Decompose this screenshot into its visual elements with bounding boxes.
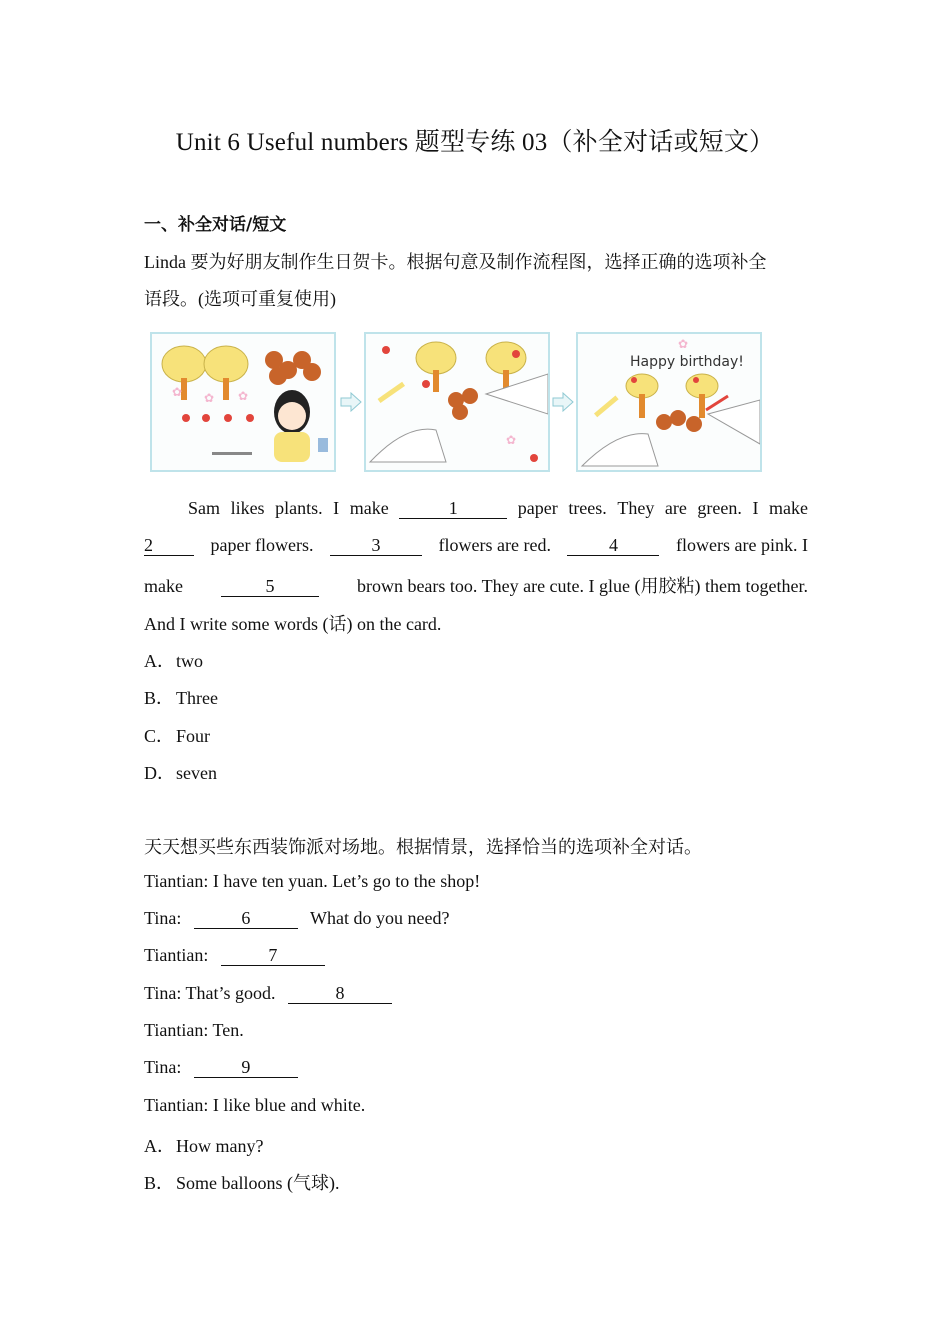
answer-blank-4[interactable]: 4: [567, 536, 659, 556]
instruction-line-2: 语段。(选项可重复使用): [144, 289, 336, 309]
answer-blank-5[interactable]: 5: [221, 577, 319, 597]
passage-word: paper: [517, 498, 558, 518]
passage-word: likes: [230, 498, 265, 518]
passage-line-1: [144, 498, 808, 519]
answer-blank-1[interactable]: 1: [399, 499, 507, 519]
passage-word: green.: [697, 498, 742, 518]
dialogue-line-5: Tiantian: Ten.: [144, 1020, 244, 1040]
option-a: [144, 1132, 263, 1158]
card-making-flowchart: [150, 330, 765, 478]
option-letter: B．: [144, 688, 175, 708]
passage-text: brown bears too. They are cute. I glue (用胶粘) them together.: [356, 576, 808, 596]
answer-blank-9[interactable]: 9: [194, 1058, 298, 1078]
option-text: seven: [176, 763, 217, 783]
passage-text: flowers are red.: [438, 535, 551, 555]
option-d: [144, 759, 217, 785]
arrow-icon: [340, 392, 362, 412]
passage-word: I: [752, 498, 759, 518]
option-text: Three: [176, 688, 218, 708]
speaker: Tiantian:: [144, 945, 209, 965]
page-title: Unit 6 Useful numbers 题型专练 03（补全对话或短文）: [175, 129, 775, 156]
option-letter: D．: [144, 763, 175, 783]
bow-icon: ✿: [678, 337, 689, 351]
passage-word: make: [349, 498, 389, 518]
option-letter: B．: [144, 1173, 175, 1193]
arrow-icon: [552, 392, 574, 412]
passage-word: trees.: [568, 498, 607, 518]
option-text: How many?: [176, 1136, 264, 1156]
step-1-panel: [150, 332, 336, 472]
dialogue-instruction: 天天想买些东西装饰派对场地。根据情景，选择恰当的选项补全对话。: [144, 837, 702, 857]
answer-blank-6[interactable]: 6: [194, 909, 298, 929]
passage-word: Sam: [188, 498, 221, 518]
passage-text: paper flowers.: [210, 535, 314, 555]
instruction-line-1: Linda 要为好朋友制作生日贺卡。根据句意及制作流程图，选择正确的选项补全: [144, 252, 767, 272]
answer-blank-3[interactable]: 3: [330, 536, 422, 556]
svg-text:✿: ✿: [238, 389, 249, 403]
svg-text:✿: ✿: [172, 385, 183, 399]
passage-word: I: [333, 498, 340, 518]
passage-word: They: [617, 498, 655, 518]
passage-line-4: And I write some words (话) on the card.: [144, 614, 442, 634]
option-text: Four: [176, 726, 211, 746]
option-letter: A．: [144, 1136, 175, 1156]
option-text: Some balloons (气球).: [176, 1173, 340, 1193]
passage-word: are: [664, 498, 687, 518]
passage-line-3: [144, 572, 808, 598]
dialogue-text: What do you need?: [310, 908, 450, 928]
card-text: Happy birthday!: [630, 354, 744, 370]
section-heading: 一、补全对话/短文: [144, 215, 287, 235]
option-c: [144, 722, 210, 748]
dialogue-line-1: Tiantian: I have ten yuan. Let’s go to the shop!: [144, 871, 481, 891]
dialogue-line-2: [144, 908, 450, 929]
option-a: [144, 647, 203, 673]
svg-text:✿: ✿: [204, 391, 215, 405]
step-1-illustration: [152, 334, 334, 470]
passage-word: make: [768, 498, 808, 518]
dialogue-line-4: [144, 983, 392, 1004]
step-3-illustration: [578, 334, 760, 470]
option-b: [144, 684, 218, 710]
step-2-illustration: [366, 334, 548, 470]
step-3-panel: [576, 332, 762, 472]
speaker: Tina:: [144, 1057, 182, 1077]
dialogue-line-6: [144, 1057, 298, 1078]
passage-word: plants.: [275, 498, 323, 518]
option-letter: A．: [144, 651, 175, 671]
option-text: two: [176, 651, 203, 671]
answer-blank-7[interactable]: 7: [221, 946, 325, 966]
passage-text: make: [144, 576, 183, 596]
option-b: [144, 1169, 340, 1195]
speaker: Tina:: [144, 908, 182, 928]
passage-text: flowers are pink. I: [676, 535, 808, 555]
answer-blank-2[interactable]: 2: [144, 536, 194, 556]
answer-blank-8[interactable]: 8: [288, 984, 392, 1004]
dialogue-line-7: Tiantian: I like blue and white.: [144, 1095, 366, 1115]
step-2-panel: [364, 332, 550, 472]
speaker: Tina: That’s good.: [144, 983, 276, 1003]
svg-text:✿: ✿: [506, 433, 517, 447]
option-letter: C．: [144, 726, 175, 746]
dialogue-line-3: [144, 945, 325, 966]
passage-line-2: [144, 535, 808, 556]
